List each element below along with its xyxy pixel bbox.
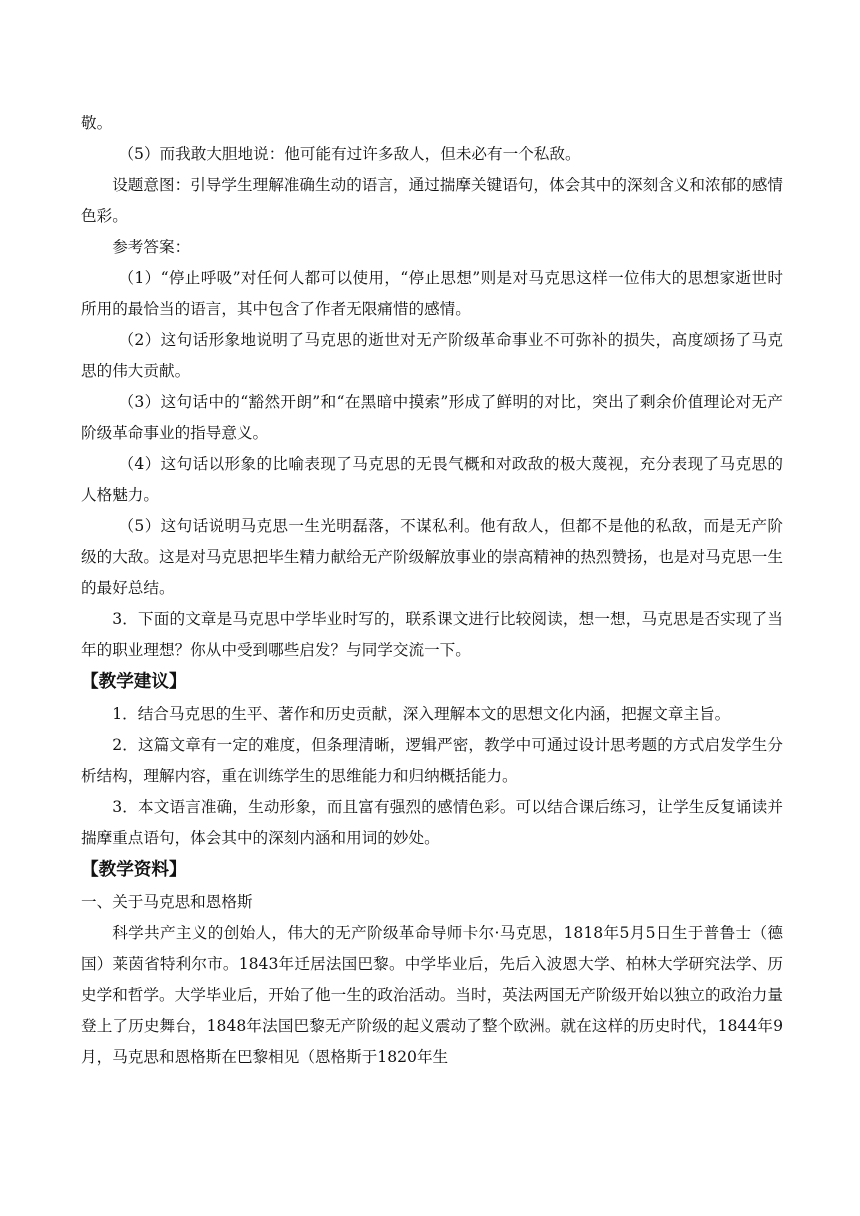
answer-4: （4）这句话以形象的比喻表现了马克思的无畏气概和对政敌的极大蔑视，充分表现了马克思的人格魅力。	[81, 455, 783, 504]
answer-5: （5）这句话说明马克思一生光明磊落，不谋私利。他有敌人，但都不是他的私敌，而是无产阶级的大敌。这是对马克思把毕生精力献给无产阶级解放事业的崇高精神的热烈赞扬，也是对马克思一生的最好总结。	[81, 517, 783, 597]
subsection-title-marx-engels: 一、关于马克思和恩格斯	[81, 893, 253, 911]
suggestion-1: 1．结合马克思的生平、著作和历史贡献，深入理解本文的思想文化内涵，把握文章主旨。	[112, 705, 731, 723]
section-heading-teaching-suggestions: 【教学建议】	[81, 672, 187, 692]
quoted-sentence-5: （5）而我敢大胆地说：他可能有过许多敌人，但未必有一个私敌。	[118, 145, 581, 163]
marx-biography-paragraph: 科学共产主义的创始人，伟大的无产阶级革命导师卡尔·马克思，1818年5月5日生于普鲁士（德国）莱茵省特利尔市。1843年迁居法国巴黎。中学毕业后，先后入波恩大学、柏林大学研究法学、历史学和哲学。大学毕业后，开始了他一生的政治活动。当时，英法两国无产阶级开始以独立的政治力量登上了历史舞台，1848年法国巴黎无产阶级的起义震动了整个欧洲。就在这样的历史时代，1844年9月，马克思和恩格斯在巴黎相见（恩格斯于1820年生	[81, 924, 783, 1066]
exercise-3-paragraph: 3．下面的文章是马克思中学毕业时写的，联系课文进行比较阅读，想一想，马克思是否实现了当年的职业理想？你从中受到哪些启发？与同学交流一下。	[81, 610, 783, 659]
document-body	[81, 108, 783, 1073]
paragraph-continuation: 敬。	[81, 114, 113, 132]
design-intent-paragraph: 设题意图：引导学生理解准确生动的语言，通过揣摩关键语句，体会其中的深刻含义和浓郁的感情色彩。	[81, 176, 783, 225]
answer-2: （2）这句话形象地说明了马克思的逝世对无产阶级革命事业不可弥补的损失，高度颂扬了马克思的伟大贡献。	[81, 331, 783, 380]
answer-1: （1）“停止呼吸”对任何人都可以使用，“停止思想”则是对马克思这样一位伟大的思想家逝世时所用的最恰当的语言，其中包含了作者无限痛惜的感情。	[81, 269, 783, 318]
suggestion-3: 3．本文语言准确，生动形象，而且富有强烈的感情色彩。可以结合课后练习，让学生反复诵读并揣摩重点语句，体会其中的深刻内涵和用词的妙处。	[81, 798, 783, 847]
section-heading-teaching-materials: 【教学资料】	[81, 860, 187, 880]
reference-answer-label: 参考答案：	[112, 238, 191, 256]
answer-3: （3）这句话中的“豁然开朗”和“在黑暗中摸索”形成了鲜明的对比，突出了剩余价值理论对无产阶级革命事业的指导意义。	[81, 393, 783, 442]
suggestion-2: 2．这篇文章有一定的难度，但条理清晰，逻辑严密，教学中可通过设计思考题的方式启发学生分析结构，理解内容，重在训练学生的思维能力和归纳概括能力。	[81, 736, 783, 785]
